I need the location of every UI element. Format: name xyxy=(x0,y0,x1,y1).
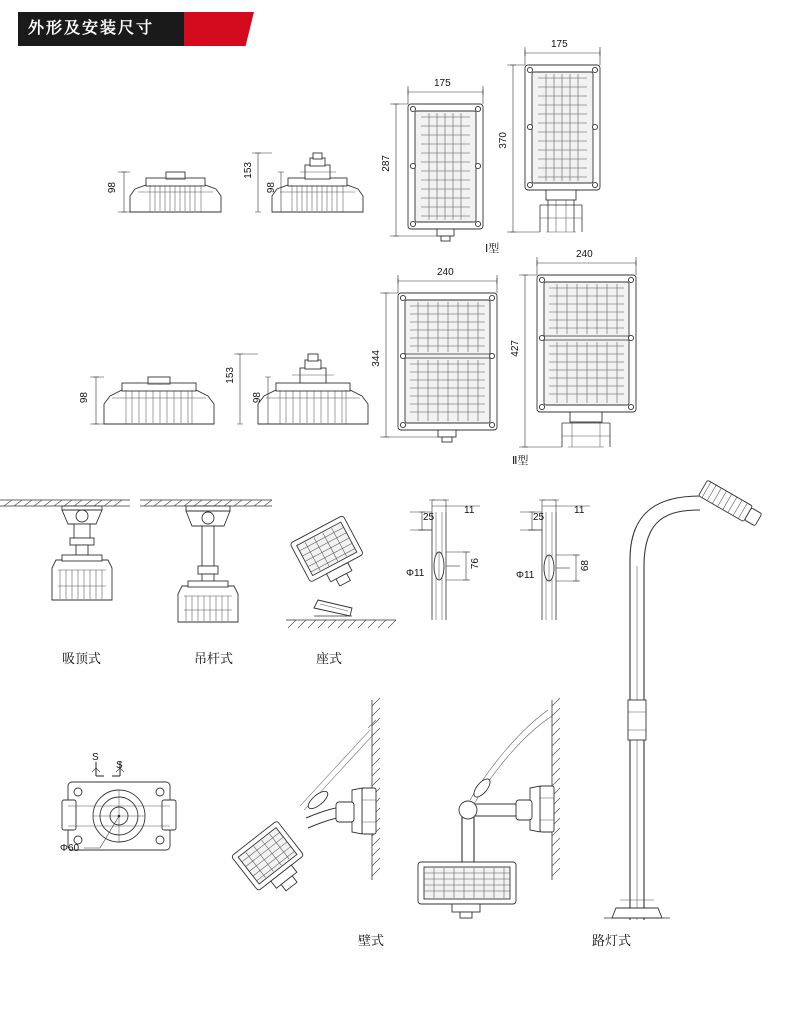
dim-bracket-right-68: 68 xyxy=(580,560,591,572)
dim-type1-front-width: 175 xyxy=(434,78,451,89)
type2-side-view-b xyxy=(234,354,368,424)
mount-pendant xyxy=(140,500,272,622)
base-plate-top-view xyxy=(62,762,176,850)
dim-type2-front-height: 344 xyxy=(371,350,382,367)
dim-type2-side-98: 98 xyxy=(79,392,90,404)
dim-type2-side-98b: 98 xyxy=(252,392,263,404)
dim-type1-side-153: 153 xyxy=(243,162,254,179)
type1-side-view-a xyxy=(118,172,221,212)
page-title: 外形及安装尺寸 xyxy=(28,20,155,37)
dim-bracket-right-25: 25 xyxy=(533,512,545,523)
mount-base xyxy=(286,515,396,628)
section-mark-s2: S xyxy=(116,760,123,771)
dim-type1-side-98: 98 xyxy=(107,182,118,194)
type1-assembly-view xyxy=(507,47,600,232)
dim-type2-assembly-height: 427 xyxy=(510,340,521,357)
dim-bracket-right-11: 11 xyxy=(574,505,585,516)
type2-label: Ⅱ型 xyxy=(512,455,529,467)
dim-type1-assembly-height: 370 xyxy=(498,132,509,149)
type1-label: Ⅰ型 xyxy=(485,243,500,255)
dim-type1-side-98b: 98 xyxy=(266,182,277,194)
dim-bracket-left-25: 25 xyxy=(423,512,435,523)
dim-bracket-left-76: 76 xyxy=(470,558,481,570)
mount-wall-a xyxy=(231,698,380,904)
dim-bracket-left-11: 11 xyxy=(464,505,475,516)
dim-base-plate-hole: Φ60 xyxy=(60,843,80,854)
mount-ceiling xyxy=(0,500,130,600)
type2-assembly-view xyxy=(519,257,636,447)
mount-wall-b xyxy=(418,698,560,918)
label-base-mount: 座式 xyxy=(316,651,343,666)
section-mark-s1: S xyxy=(92,752,99,763)
streetlight-pole xyxy=(604,480,763,920)
label-streetlight-mount: 路灯式 xyxy=(592,933,632,948)
type1-front-view xyxy=(390,86,483,241)
dim-bracket-left-hole: Φ11 xyxy=(406,568,425,579)
dim-type1-front-height: 287 xyxy=(381,155,392,172)
dim-type1-assembly-width: 175 xyxy=(551,39,568,50)
type2-side-view-a xyxy=(90,377,214,424)
dim-type2-assembly-width: 240 xyxy=(576,249,593,260)
label-pendant-mount: 吊杆式 xyxy=(194,651,234,666)
type2-front-view xyxy=(380,275,497,442)
label-wall-mount: 壁式 xyxy=(358,933,385,948)
dim-bracket-right-hole: Φ11 xyxy=(516,570,535,581)
label-ceiling-mount: 吸顶式 xyxy=(62,651,102,666)
dim-type2-side-153: 153 xyxy=(225,367,236,384)
dim-type2-front-width: 240 xyxy=(437,267,454,278)
